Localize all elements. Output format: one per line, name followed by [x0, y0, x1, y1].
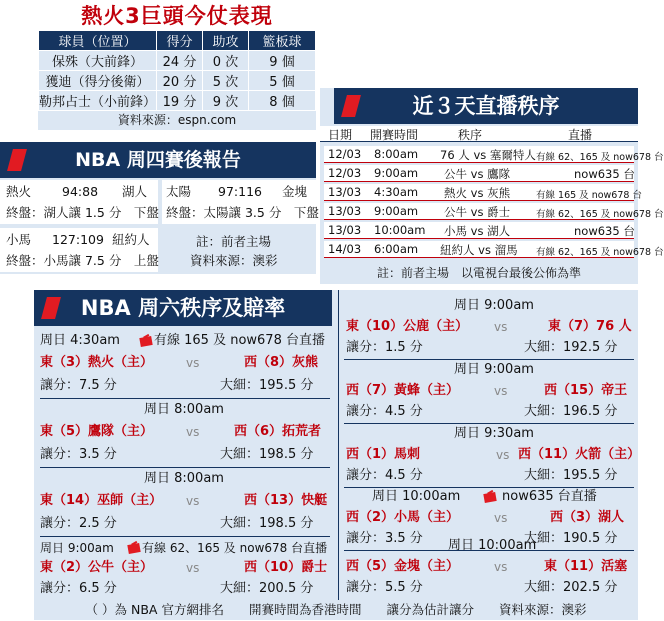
live-row [324, 241, 664, 258]
live-match: 小馬 vs 湖人 [444, 224, 511, 238]
game-time: 周日 9:30am [454, 426, 534, 441]
game-vs: vs [494, 511, 508, 525]
live-time: 8:00am [374, 147, 419, 161]
live-row [324, 222, 634, 239]
thursday-report-panel [0, 142, 319, 274]
divider [40, 536, 330, 537]
game-time: 周日 8:00am [144, 402, 224, 417]
report-g1-home: 熱火 [6, 184, 32, 199]
saturday-odds-title: NBA 周六秩序及賠率 [80, 296, 286, 320]
report-g3-away: 紐約人 [112, 232, 150, 247]
live-date: 13/03 [328, 223, 362, 237]
stats-cell: 0 次 [203, 51, 249, 71]
stats-table [38, 30, 316, 111]
live-match: 公牛 vs 爵士 [444, 205, 511, 219]
game-away: 西（13）快艇 [244, 493, 328, 508]
game-over-under: 大細：190.5 分 [524, 531, 618, 546]
stats-cell: 24 分 [157, 51, 203, 71]
game-handicap: 讓分：4.5 分 [346, 404, 423, 419]
live-date: 12/03 [328, 147, 362, 161]
live-match: 紐約人 vs 溜馬 [440, 243, 518, 257]
game-handicap: 讓分：1.5 分 [346, 340, 423, 355]
report-g1-result: 終盤：湖人讓 1.5 分 下盤 [6, 205, 159, 220]
game-home: 東（2）公牛（主） [40, 560, 154, 575]
stats-header-assists: 助攻 [203, 31, 249, 51]
game-vs: vs [186, 494, 200, 508]
saturday-odds-header [34, 290, 332, 326]
game-over-under: 大細：198.5 分 [220, 516, 314, 531]
game-over-under: 大細：200.5 分 [220, 581, 314, 596]
stats-cell: 保殊（大前鋒） [39, 51, 157, 71]
stats-cell: 9 次 [203, 91, 249, 111]
game-home: 西（2）小馬（主） [346, 510, 460, 525]
live-time: 4:30am [374, 185, 419, 199]
live-schedule-header [334, 88, 638, 124]
game-over-under: 大細：202.5 分 [524, 580, 618, 595]
stats-cell: 20 分 [157, 71, 203, 91]
game-away: 西（15）帝王 [544, 383, 628, 398]
game-tv: 有線 62、165 及 now678 台直播 [142, 541, 328, 555]
live-match: 公牛 vs 鷹隊 [444, 167, 511, 181]
game-handicap: 讓分：3.5 分 [346, 531, 423, 546]
live-col-date: 日期 [328, 128, 353, 142]
stats-header-points: 得分 [157, 31, 203, 51]
report-g1-away: 湖人 [122, 184, 148, 199]
live-col-time: 開賽時間 [370, 128, 419, 142]
live-match: 76 人 vs 塞爾特人 [440, 148, 536, 162]
report-g1-score: 94:88 [62, 184, 99, 199]
report-note: 註：前者主場 [196, 234, 272, 249]
game-tv: now635 台直播 [502, 489, 597, 504]
live-time: 10:00am [374, 223, 426, 237]
live-schedule-panel [320, 88, 664, 284]
live-note: 註：前者主場 以電視台最後公佈為準 [376, 266, 581, 280]
live-schedule-title: 近３天直播秩序 [412, 94, 560, 118]
stats-row [39, 71, 316, 91]
stats-title: 熱火3巨頭今仗表現 [81, 4, 273, 28]
game-handicap: 讓分：6.5 分 [40, 581, 117, 596]
saturday-odds-panel [34, 290, 641, 600]
tv-icon [140, 335, 154, 347]
report-g3-home: 小馬 [6, 232, 32, 247]
game-home: 西（7）黃蜂（主） [346, 383, 460, 398]
stats-cell: 5 個 [249, 71, 316, 91]
report-g2-home: 太陽 [166, 184, 192, 199]
live-date: 14/03 [328, 242, 362, 256]
live-row [324, 165, 634, 182]
game-away: 西（8）灰熊 [244, 355, 319, 370]
game-vs: vs [186, 425, 200, 439]
divider [40, 398, 330, 399]
thursday-report-header [0, 142, 316, 178]
header-accent-mark [7, 149, 27, 171]
stats-cell: 獲迪（得分後衛） [39, 71, 157, 91]
game-home: 東（5）鷹隊（主） [40, 424, 154, 439]
stats-source: 資料來源：espn.com [38, 111, 316, 130]
game-handicap: 讓分：2.5 分 [40, 516, 117, 531]
column-divider [338, 290, 339, 600]
game-over-under: 大細：198.5 分 [220, 447, 314, 462]
report-g2-away: 金塊 [282, 184, 308, 199]
live-time: 9:00am [374, 204, 419, 218]
stats-cell: 19 分 [157, 91, 203, 111]
live-channel: 有線 62、165 及 now678 台 [536, 247, 664, 258]
live-channel: now635 台 [574, 224, 635, 238]
live-column-headers [320, 126, 638, 142]
divider [40, 467, 330, 468]
stats-row [39, 91, 316, 111]
live-channel: 有線 62、165 及 now678 台 [536, 152, 664, 163]
thursday-report-title: NBA 周四賽後報告 [75, 149, 241, 171]
report-g3-score: 127:109 [52, 232, 104, 247]
report-g3-result: 終盤：小馬讓 7.5 分 上盤 [6, 253, 159, 268]
stats-cell: 9 個 [249, 51, 316, 71]
stats-row [39, 51, 316, 71]
live-row [324, 203, 664, 220]
game-away: 東（7）76 人 [548, 319, 632, 334]
game-time: 周日 4:30am [40, 333, 120, 348]
game-vs: vs [494, 320, 508, 334]
game-handicap: 讓分：7.5 分 [40, 378, 117, 393]
live-channel: now635 台 [574, 167, 635, 181]
game-handicap: 讓分：5.5 分 [346, 580, 423, 595]
live-match: 熱火 vs 灰熊 [444, 186, 511, 200]
game-time: 周日 9:00am [454, 362, 534, 377]
game-time: 周日 9:00am [40, 541, 114, 555]
game-away: 西（10）爵士 [244, 560, 328, 575]
live-channel: 有線 165 及 now678 台 [536, 190, 642, 201]
game-home: 東（10）公鹿（主） [346, 319, 469, 334]
tv-icon [484, 491, 498, 503]
game-handicap: 讓分：3.5 分 [40, 447, 117, 462]
game-vs: vs [186, 356, 200, 370]
game-vs: vs [186, 561, 200, 575]
game-home: 東（14）巫師（主） [40, 493, 163, 508]
game-home: 西（1）馬刺 [346, 447, 421, 462]
stats-header-row [39, 31, 316, 51]
game-away: 西（6）拓荒者 [234, 424, 322, 439]
stats-panel [38, 2, 316, 130]
live-time: 6:00am [374, 242, 419, 256]
live-row [324, 184, 642, 201]
game-home: 西（5）金塊（主） [346, 559, 460, 574]
game-time: 周日 10:00am [448, 538, 537, 553]
live-date: 13/03 [328, 185, 362, 199]
saturday-footer-note: （ ）為 NBA 官方網排名 開賽時間為香港時間 讓分為估計讓分 資料來源：澳彩 [34, 600, 638, 620]
game-vs: vs [494, 384, 508, 398]
live-row [324, 146, 664, 163]
header-accent-mark [41, 297, 61, 319]
game-away: 西（3）湖人 [550, 510, 625, 525]
report-g2-score: 97:116 [218, 184, 262, 199]
game-vs: vs [496, 448, 510, 462]
live-date: 12/03 [328, 166, 362, 180]
game-over-under: 大細：195.5 分 [220, 378, 314, 393]
game-vs: vs [494, 560, 508, 574]
stats-cell: 8 個 [249, 91, 316, 111]
header-accent-mark [341, 95, 361, 117]
game-time: 周日 8:00am [144, 471, 224, 486]
stats-cell: 5 次 [203, 71, 249, 91]
stats-header-player: 球員（位置） [39, 31, 157, 51]
report-g2-result: 終盤：太陽讓 3.5 分 下盤 [166, 205, 319, 220]
stats-cell: 勒邦占士（小前鋒） [39, 91, 157, 111]
game-over-under: 大細：192.5 分 [524, 340, 618, 355]
live-channel: 有線 62、165 及 now678 台 [536, 209, 664, 220]
game-tv: 有線 165 及 now678 台直播 [154, 333, 325, 348]
live-time: 9:00am [374, 166, 419, 180]
stats-header-rebounds: 籃板球 [249, 31, 316, 51]
live-date: 13/03 [328, 204, 362, 218]
game-handicap: 讓分：4.5 分 [346, 468, 423, 483]
live-col-tv: 直播 [568, 128, 593, 142]
game-time: 周日 10:00am [372, 489, 461, 504]
tv-icon [128, 542, 142, 554]
game-time: 周日 9:00am [454, 298, 534, 313]
game-away: 東（11）活塞 [544, 559, 628, 574]
game-home: 東（3）熱火（主） [40, 355, 154, 370]
game-over-under: 大細：195.5 分 [524, 468, 618, 483]
game-away: 西（11）火箭（主） [518, 447, 641, 462]
game-over-under: 大細：196.5 分 [524, 404, 618, 419]
report-source: 資料來源：澳彩 [190, 253, 278, 268]
live-col-match: 秩序 [458, 128, 483, 142]
